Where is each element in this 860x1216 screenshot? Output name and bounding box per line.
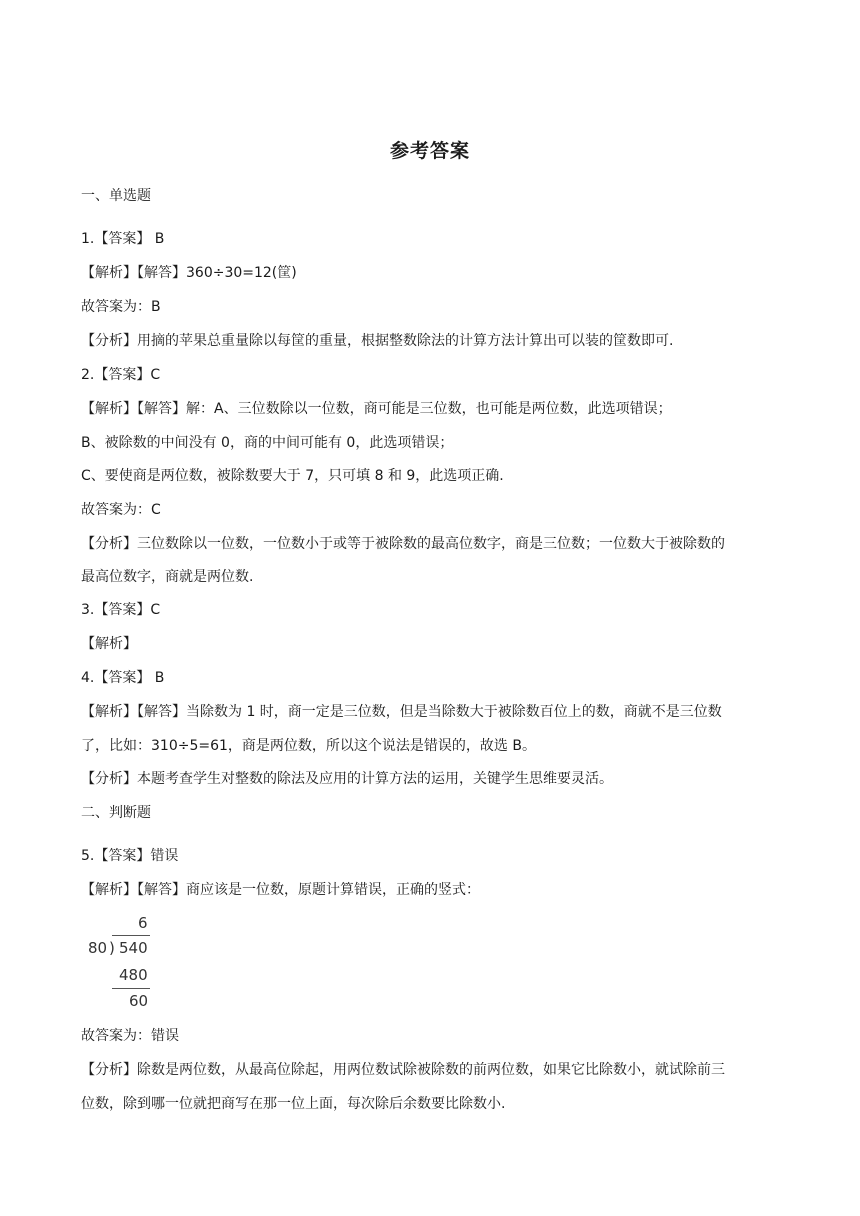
q1-analysis: 【分析】用摘的苹果总重量除以每筐的重量，根据整数除法的计算方法计算出可以装的筐数即可. xyxy=(81,333,674,349)
q4-analysis: 【分析】本题考查学生对整数的除法及应用的计算方法的运用，关键学生思维要灵活。 xyxy=(81,771,613,787)
q5-analysis-line-1: 【分析】除数是两位数，从最高位除起，用两位数试除被除数的前两位数，如果它比除数小，就试除前三 xyxy=(81,1062,725,1078)
q5-result: 故答案为：错误 xyxy=(81,1028,179,1044)
division-dividend: 540 xyxy=(119,939,148,957)
q3-answer: 3.【答案】C xyxy=(81,602,161,618)
q2-explanation-line-2: B、被除数的中间没有 0，商的中间可能有 0，此选项错误； xyxy=(81,435,454,451)
division-divisor: 80 xyxy=(88,939,108,957)
q1-explanation: 【解析】【解答】360÷30=12(筐) xyxy=(81,265,297,281)
q2-analysis-line-2: 最高位数字，商就是两位数. xyxy=(81,569,254,585)
q2-result: 故答案为：C xyxy=(81,502,161,518)
q2-analysis-line-1: 【分析】三位数除以一位数，一位数小于或等于被除数的最高位数字，商是三位数；一位数大于被除数的 xyxy=(81,536,725,552)
division-quotient: 6 xyxy=(138,914,148,932)
page-title: 参考答案 xyxy=(389,140,470,162)
section-heading-single-choice: 一、单选题 xyxy=(81,188,151,204)
section-heading-true-false: 二、判断题 xyxy=(81,805,151,821)
division-subtraction-line xyxy=(112,988,150,989)
q4-explanation-line-2: 了，比如：310÷5=61，商是两位数，所以这个说法是错误的，故选 B。 xyxy=(81,738,536,754)
long-division-figure xyxy=(84,910,164,1014)
division-product: 480 xyxy=(119,966,148,984)
q5-explanation: 【解析】【解答】商应该是一位数，原题计算错误，正确的竖式： xyxy=(81,882,480,898)
q3-explanation: 【解析】 xyxy=(81,636,137,652)
q4-explanation-line-1: 【解析】【解答】当除数为 1 时，商一定是三位数，但是当除数大于被除数百位上的数，商就不是三位数 xyxy=(81,704,722,720)
q5-answer: 5.【答案】错误 xyxy=(81,848,179,864)
division-bracket: ) xyxy=(109,939,115,957)
q2-explanation-line-3: C、要使商是两位数，被除数要大于 7，只可填 8 和 9，此选项正确. xyxy=(81,468,504,484)
division-bracket-line xyxy=(112,935,150,936)
q2-explanation-line-1: 【解析】【解答】解：A、三位数除以一位数，商可能是三位数，也可能是两位数，此选项错误； xyxy=(81,401,672,417)
q4-answer: 4.【答案】 B xyxy=(81,670,165,686)
q5-analysis-line-2: 位数，除到哪一位就把商写在那一位上面，每次除后余数要比除数小. xyxy=(81,1096,506,1112)
q2-answer: 2.【答案】C xyxy=(81,367,161,383)
division-remainder: 60 xyxy=(129,992,149,1010)
q1-result: 故答案为：B xyxy=(81,299,161,315)
q1-answer: 1.【答案】 B xyxy=(81,231,165,247)
